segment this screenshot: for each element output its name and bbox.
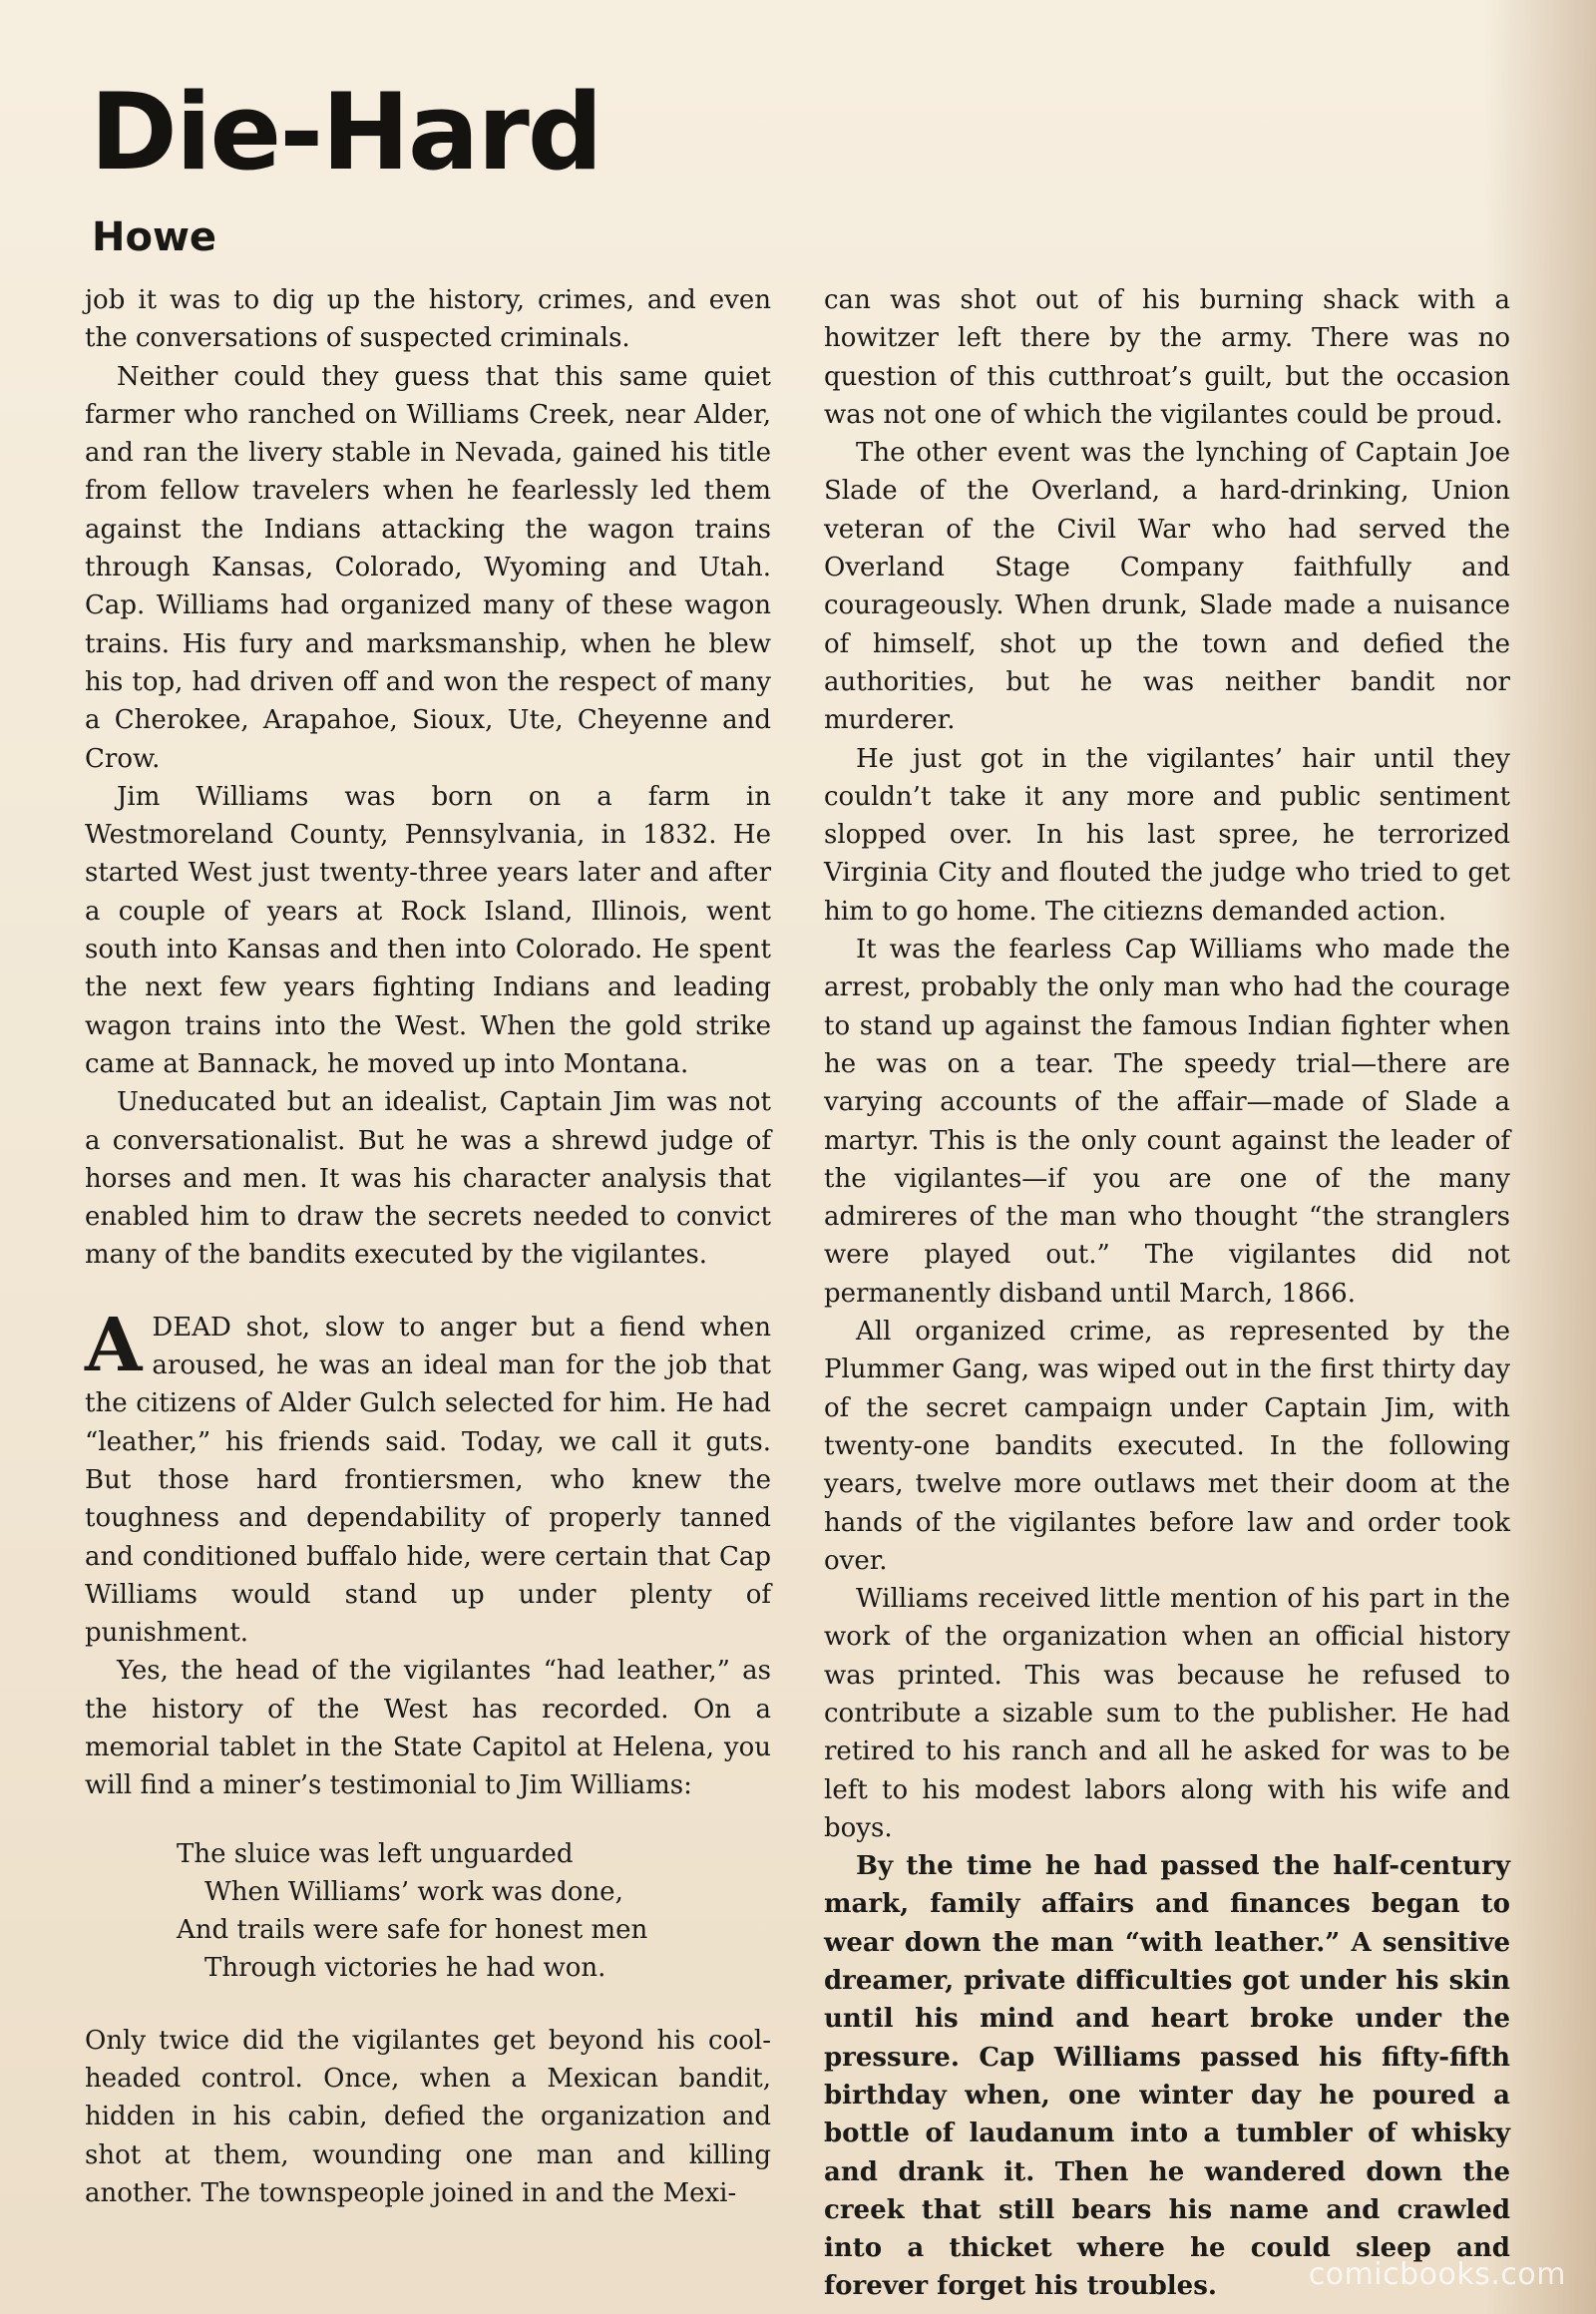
article-title: Die-Hard <box>90 71 601 193</box>
article-byline: Howe <box>92 214 217 260</box>
paragraph-with-dropcap <box>85 1302 771 1653</box>
watermark: comicbooks.com <box>1308 2257 1566 2292</box>
paragraph: Yes, the head of the vigilantes “had leather,” as the history of the West has recorded. On a memorial tablet in the State Capitol at Helena, you will find a miner’s testimonial to Jim Williams: <box>85 1656 771 1801</box>
right-column <box>824 281 1510 2306</box>
paragraph: All organized crime, as represented by the Plummer Gang, was wiped out in the first thirty day of the secret campaign under Captain Jim, with twenty-one bandits executed. In the following years, twelve more outlaws met their doom at the hands of the vigilantes before law and order took over. <box>824 1317 1510 1576</box>
paragraph: Neither could they guess that this same quiet farmer who ranched on Williams Creek, near Alder, and ran the livery stable in Nevada, gained his title from fellow travelers when he fearlessly led them against the Indians attacking the wagon trains through Kansas, Colorado, Wyoming and Utah. Cap. Williams had organized many of these wagon trains. His fury and marksmanship, when he blew his top, had driven off and won the respect of many a Cherokee, Arapahoe, Sioux, Ute, Cheyenne and Crow. <box>85 361 771 774</box>
paragraph-text: DEAD shot, slow to anger but a fiend when aroused, he was an ideal man for the job that the citizens of Alder Gulch selected for him. He had “leather,” his friends said. Today, we call it guts. But those hard frontiersmen, who knew the toughness and dependability of properly tanned and conditioned buffalo hide, were certain that Cap Williams would stand up under plenty of punishment. <box>85 1312 771 1649</box>
poem-line: The sluice was left unguarded <box>177 1838 574 1869</box>
paragraph: job it was to dig up the history, crimes, and even the conversations of suspected criminals. <box>85 285 771 354</box>
paragraph: Williams received little mention of his part in the work of the organization when an official history was printed. This was because he refused to contribute a sizable sum to the publisher. He had retired to his ranch and all he asked for was to be left to his modest labors along with his wife and boys. <box>824 1584 1510 1843</box>
paragraph: The other event was the lynching of Captain Joe Slade of the Overland, a hard-drinking, Union veteran of the Civil War who had served the Overland Stage Company faithfully and courageously. When drunk, Slade made a nuisance of himself, shot up the town and defied the authorities, but he was neither bandit nor murderer. <box>824 438 1510 736</box>
paragraph: He just got in the vigilantes’ hair until they couldn’t take it any more and public sentiment slopped over. In his last spree, he terrorized Virginia City and flouted the judge who tried to get him to go home. The citiezns demanded action. <box>824 743 1510 927</box>
paragraph: It was the fearless Cap Williams who made the arrest, probably the only man who had the courage to stand up against the famous Indian fighter when he was on a tear. The speedy trial—there are varying accounts of the affair—made of Slade a martyr. This is the only count against the leader of the vigilantes—if you are one of the many admireres of the man who thought “the stranglers were played out.” The vigilantes did not permanently disband until March, 1866. <box>824 935 1510 1309</box>
paragraph: can was shot out of his burning shack with a howitzer left there by the army. There was no question of this cutthroat’s guilt, but the occasion was not one of which the vigilantes could be proud. <box>824 285 1510 430</box>
poem <box>85 1835 771 1988</box>
poem-line: Through victories he had won. <box>204 1953 606 1984</box>
drop-cap: A <box>85 1302 143 1388</box>
poem-line: When Williams’ work was done, <box>204 1876 623 1907</box>
paragraph: By the time he had passed the half-century mark, family affairs and finances began to wear down the man “with leather.” A sensitive dreamer, private difficulties got under his skin until his mind and heart broke under the pressure. Cap Williams passed his fifty-fifth birthday when, one winter day he poured a bottle of laudanum into a tumbler of whisky and drank it. Then he wandered down the creek that still bears his name and crawled into a thicket where he could sleep and forever forget his troubles. <box>824 1851 1510 2302</box>
poem-line: And trails were safe for honest men <box>177 1915 648 1946</box>
paragraph: Jim Williams was born on a farm in Westmoreland County, Pennsylvania, in 1832. He started West just twenty-three years later and after a couple of years at Rock Island, Illinois, went south into Kansas and then into Colorado. He spent the next few years fighting Indians and leading wagon trains into the West. When the gold strike came at Bannack, he moved up into Montana. <box>85 781 771 1079</box>
paragraph: Uneducated but an idealist, Captain Jim was not a conversationalist. But he was a shrewd judge of horses and men. It was his character analysis that enabled him to draw the secrets needed to convict many of the bandits executed by the vigilantes. <box>85 1087 771 1271</box>
paragraph: Only twice did the vigilantes get beyond his cool-headed control. Once, when a Mexican bandit, hidden in his cabin, defied the organization and shot at them, wounding one man and killing another. The townspeople joined in and the Mexi- <box>85 2025 771 2208</box>
left-column <box>85 281 771 2212</box>
